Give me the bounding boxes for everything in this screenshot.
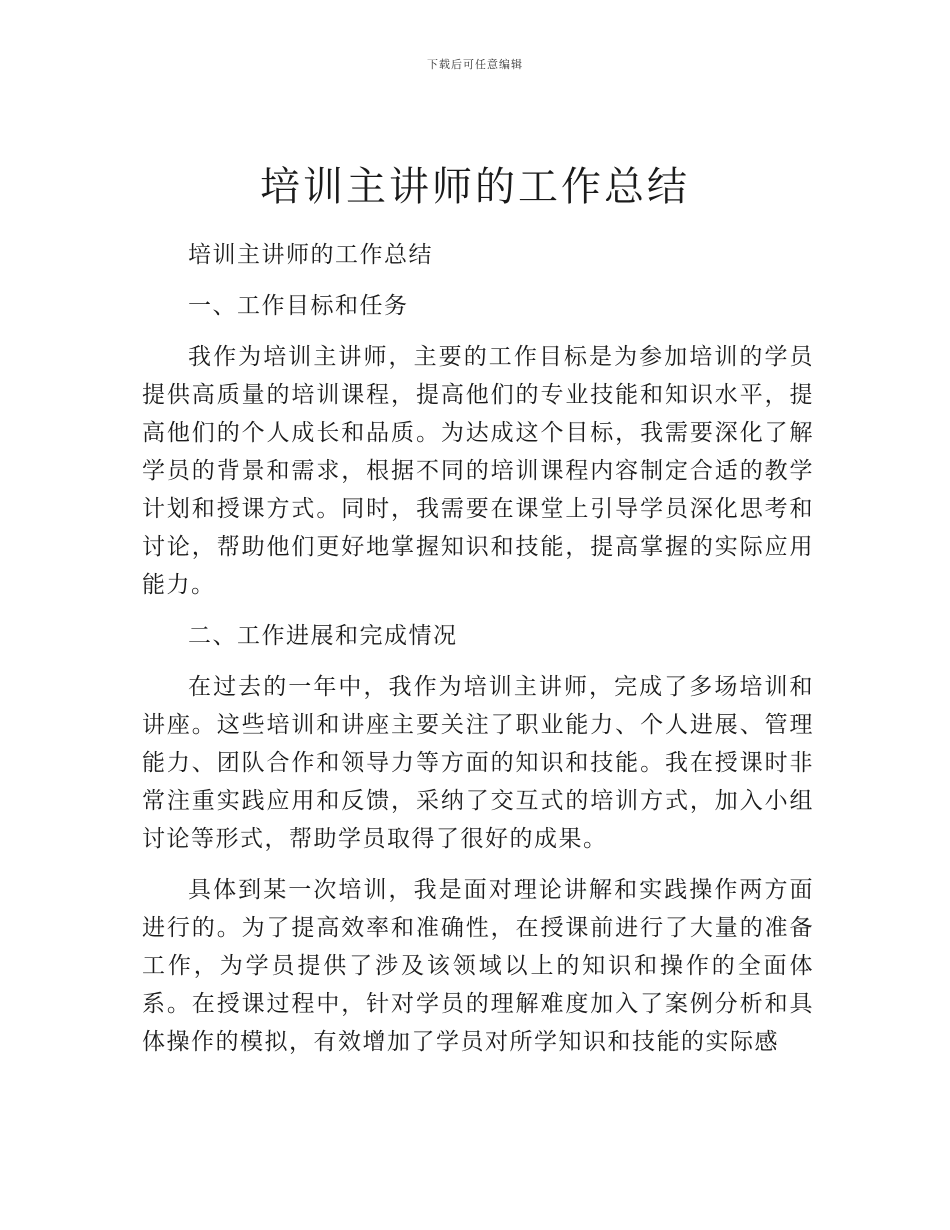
body-paragraph: 具体到某一次培训，我是面对理论讲解和实践操作两方面进行的。为了提高效率和准确性，在授课前进行了大量的准备工作，为学员提供了涉及该领域以上的知识和操作的全面体系。在授课过程中，针对学员的理解难度加入了案例分析和具体操作的模拟，有效增加了学员对所学知识和技能的实际感 [142,877,814,1055]
page-header-note: 下载后可任意编辑 [427,58,523,71]
body-paragraph: 在过去的一年中，我作为培训主讲师，完成了多场培训和讲座。这些培训和讲座主要关注了职业能力、个人进展、管理能力、团队合作和领导力等方面的知识和技能。我在授课时非常注重实践应用和反馈，采纳了交互式的培训方式，加入小组讨论等形式，帮助学员取得了很好的成果。 [142,674,814,852]
section-heading-progress: 二、工作进展和完成情况 [188,623,458,649]
subtitle-paragraph: 培训主讲师的工作总结 [188,242,433,268]
document-body [142,236,814,1074]
document-title: 培训主讲师的工作总结 [260,164,690,210]
section-heading-goals: 一、工作目标和任务 [188,293,409,319]
body-paragraph: 我作为培训主讲师，主要的工作目标是为参加培训的学员提供高质量的培训课程，提高他们的专业技能和知识水平，提高他们的个人成长和品质。为达成这个目标，我需要深化了解学员的背景和需求，根据不同的培训课程内容制定合适的教学计划和授课方式。同时，我需要在课堂上引导学员深化思考和讨论，帮助他们更好地掌握知识和技能，提高掌握的实际应用能力。 [142,344,814,598]
